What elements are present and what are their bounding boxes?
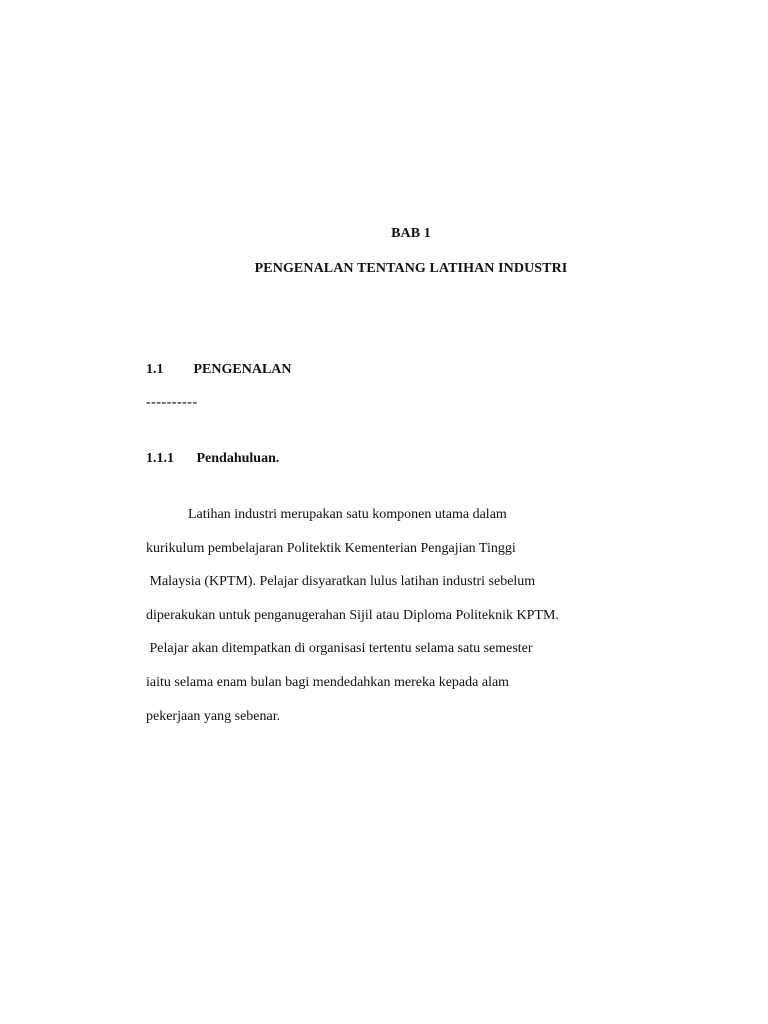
section-heading [146,362,292,378]
paragraph-line: pekerjaan yang sebenar. [146,708,281,724]
paragraph-line: Latihan industri merupakan satu komponen utama dalam [146,507,507,522]
paragraph-line: Malaysia (KPTM). Pelajar disyaratkan lulus latihan industri sebelum [146,574,536,590]
paragraph-line: kurikulum pembelajaran Politektik Kementerian Pengajian Tinggi [146,540,516,556]
paragraph-line: diperakukan untuk penganugerahan Sijil atau Diploma Politeknik KPTM. [146,607,559,623]
subsection-title: Pendahuluan. [196,451,280,466]
chapter-title: PENGENALAN TENTANG LATIHAN INDUSTRI [254,261,568,276]
paragraph-line: iaitu selama enam bulan bagi mendedahkan mereka kepada alam [146,674,510,690]
paragraph-line: Pelajar akan ditempatkan di organisasi tertentu selama satu semester [146,641,533,657]
section-title: PENGENALAN [193,362,292,377]
chapter-label: BAB 1 [391,226,431,241]
subsection-heading [146,451,279,467]
section-number: 1.1 [146,362,164,377]
intro-paragraph [146,505,666,740]
subsection-number: 1.1.1 [146,451,174,466]
dash-separator: ---------- [146,395,198,410]
